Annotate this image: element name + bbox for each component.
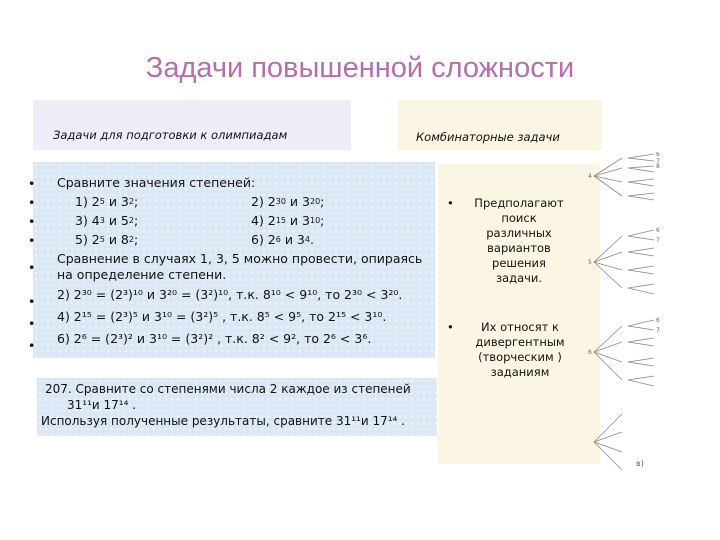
list-item [57,194,437,213]
intro-text: Сравните значения степеней: [57,175,256,190]
solution-6: 6) 2⁶ = (2³)² и 3¹⁰ = (3²)² , т.к. 8² < 9², то 2⁶ < 3⁶. [57,331,372,347]
task-207-line3: Используя полученные результаты, сравните 31¹¹и 17¹⁴ . [41,414,405,428]
power-comparison-list [57,175,437,347]
bullet: • [28,214,36,229]
list-item [57,267,437,287]
bullet: • [447,320,454,334]
tree-node-label: 8 [656,163,660,170]
tree-diagram-image [588,152,720,482]
combinatorial-point-2: Их относят к дивергентным (творческим ) заданиям [475,320,565,379]
task-207-line1: 207. Сравните со степенями числа 2 каждое из степеней [45,382,411,396]
list-item [57,251,437,267]
solution-2: 2) 2³⁰ = (2³)¹⁰ и 3²⁰ = (3²)¹⁰, т.к. 8¹⁰ < 9¹⁰, то 2³⁰ < 3²⁰. [57,287,403,303]
bullet: • [28,294,36,309]
list-item [57,213,437,232]
bullet: • [447,196,454,210]
pair-left: 5) $2^5$ и $8^2$; [75,232,139,247]
tree-caption: в) [636,459,644,468]
olympiad-tasks-header [33,100,351,150]
task-207-box [37,378,437,436]
pair-right: 6) $2^6$ и $3^4$. [251,232,314,247]
list-item [57,175,437,194]
list-item [57,287,437,309]
tree-node-label: 6 [656,152,660,158]
pair-right: 2) $2^{30}$ и $3^{20}$; [251,194,325,209]
combinatorial-tasks-header [398,100,602,150]
bullet: • [28,195,36,210]
bullet: • [28,233,36,248]
comparison-text-line2: на определение степени. [57,267,227,283]
tree-node-label: 6 [656,317,660,324]
tree-node-label: 4 [588,173,592,180]
list-item [57,331,437,347]
tree-node-label: 6 [588,349,592,356]
pair-right: 4) $2^{15}$ и $3^{10}$; [251,213,325,228]
list-item [57,232,437,251]
tree-node-label: 5 [588,259,592,266]
list-item [57,309,437,331]
bullet: • [28,338,36,353]
tree-node-label: 7 [656,327,660,334]
combinatorial-point-1: Предполагают поиск различных вариантов решения задачи. [474,196,564,285]
comparison-text-line1: Сравнение в случаях 1, 3, 5 можно провести, опираясь [57,251,423,266]
tree-node-label: 7 [656,237,660,244]
olympiad-tasks-label: Задачи для подготовки к олимпиадам [53,128,288,142]
tree-node-label: 7 [656,158,660,165]
task-207-line2: 31¹¹и 17¹⁴ . [67,398,137,412]
slide-title: Задачи повышенной сложности [145,52,575,84]
combinatorial-tasks-label: Комбинаторные задачи [416,130,560,144]
bullet: • [28,260,36,275]
bullet: • [28,176,36,191]
tree-node-label: 6 [656,227,660,234]
pair-left: 1) $2^5$ и $3^2$; [75,194,139,209]
pair-left: 3) $4^3$ и $5^2$; [75,213,139,228]
bullet: • [28,316,36,331]
solution-4: 4) 2¹⁵ = (2³)⁵ и 3¹⁰ = (3²)⁵ , т.к. 8⁵ < 9⁵, то 2¹⁵ < 3¹⁰. [57,309,387,325]
tree-branches [594,154,654,470]
